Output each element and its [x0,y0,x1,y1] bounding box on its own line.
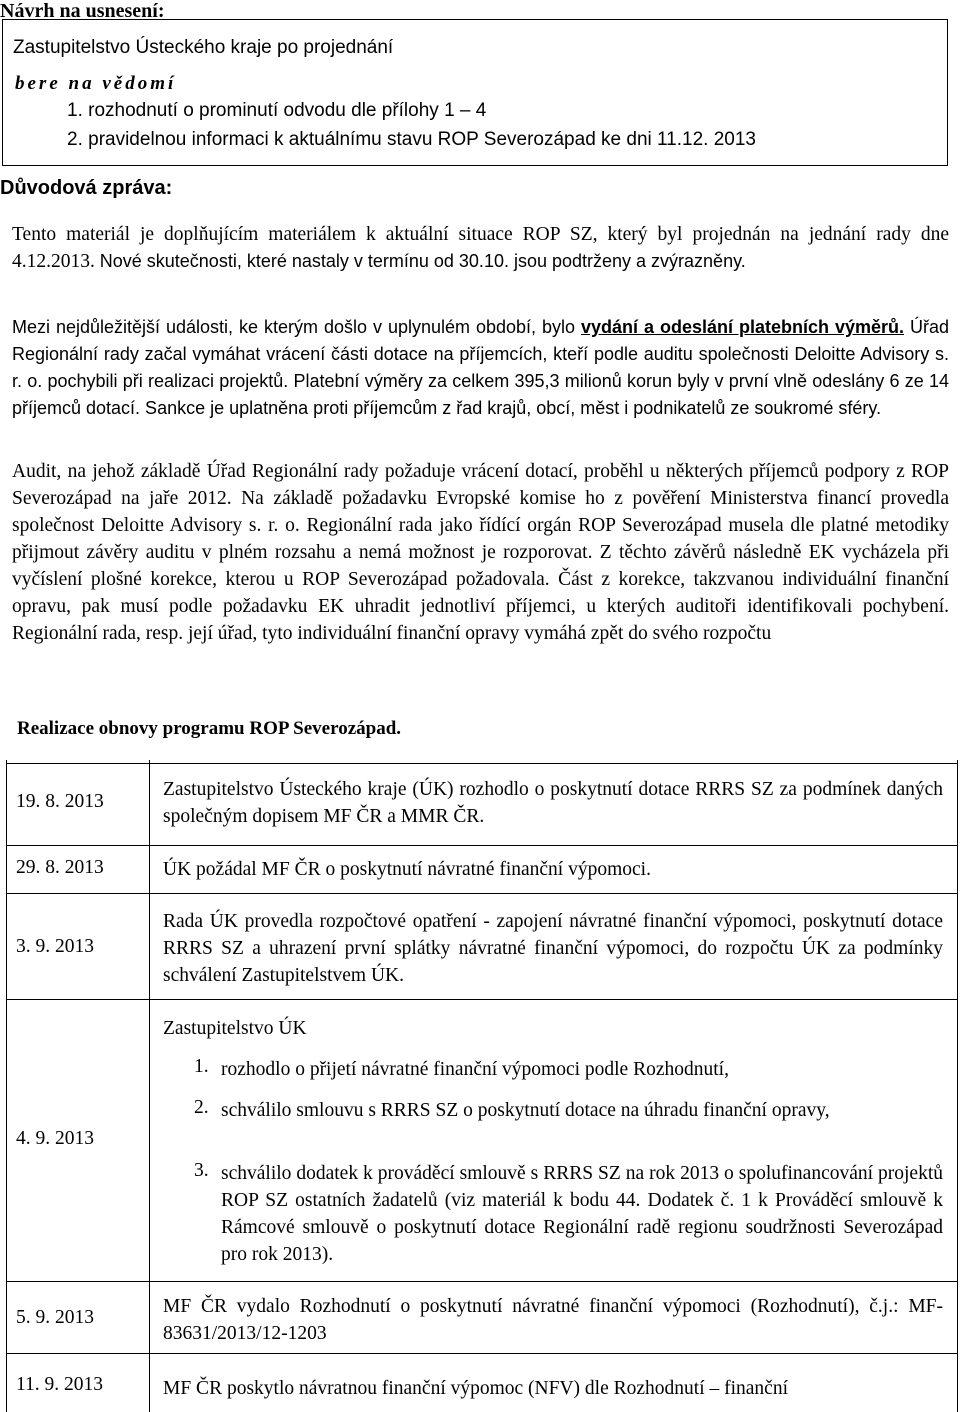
row-date: 29. 8. 2013 [16,857,104,878]
resolution-verb: bere na vědomí [15,73,177,94]
row-list-item: schválilo smlouvu s RRRS SZ o poskytnutí dotace na úhradu finanční opravy, [221,1100,830,1121]
row-date: 5. 9. 2013 [16,1307,94,1328]
resolution-item-1: 1. rozhodnutí o prominutí odvodu dle přílohy 1 – 4 [67,100,487,121]
paragraph-2 [12,314,949,422]
row-description: Zastupitelstvo Ústeckého kraje (ÚK) rozhodlo o poskytnutí dotace RRRS SZ za podmínek daných společným dopisem MF ČR a MMR ČR. [163,779,943,827]
row-description: MF ČR vydalo Rozhodnutí o poskytnutí návratné finanční výpomoci (Rozhodnutí), č.j.: MF-83631/2013/12-1203 [163,1296,943,1344]
row-date: 11. 9. 2013 [16,1374,104,1395]
row-list-item: rozhodlo o přijetí návratné finanční výpomoci podle Rozhodnutí, [221,1059,729,1080]
row-list-number: 3. [194,1160,209,1181]
paragraph-3: Audit, na jehož základě Úřad Regionální rady požaduje vrácení dotací, proběhl u některých příjemců podpory z ROP Severozápad na jaře 2012. Na základě požadavku Evropské komise ho z pověření Ministerstva financí provedla společnost Deloitte Advisory s. r. o. Regionální rada jako řídící orgán ROP Severozápad musela dle platné metodiky přijmout závěry auditu v plném rozsahu a nemá možnost je rozporovat. Z těchto závěrů následně EK vycházela při vyčíslení plošné korekce, kterou u ROP Severozápad požadovala. Část z korekce, takzvanou individuální finanční opravu, pak musí podle požadavku EK uhradit jednotliví příjemci, u kterých auditoři identifikovali pochybení. Regionální rada, resp. její úřad, tyto individuální finanční opravy vymáhá zpět do svého rozpočtu [12,461,949,644]
row-list-number: 2. [194,1097,209,1118]
row-date: 3. 9. 2013 [16,936,94,957]
timeline-table [6,760,958,1412]
row-description: MF ČR poskytlo návratnou finanční výpomoc (NFV) dle Rozhodnutí – finanční [163,1378,789,1399]
row-description: ÚK požádal MF ČR o poskytnutí návratné finanční výpomoci. [163,859,651,880]
row-list-item: schválilo dodatek k prováděcí smlouvě s RRRS SZ na rok 2013 o spolufinancování projektů ROP SZ ostatních žadatelů (viz materiál k bodu 44. Dodatek č. 1 k Prováděcí smlouvě k Rámcové smlouvě o poskytnutí dotace Regionální radě regionu soudržnosti Severozápad pro rok 2013). [221,1163,943,1265]
row-date: 4. 9. 2013 [16,1128,94,1149]
table-border-left [6,760,7,1412]
paragraph-1-sans: Nové skutečnosti, které nastaly v termínu od 30.10. jsou podtrženy a zvýrazněny. [99,251,746,271]
resolution-intro: Zastupitelstvo Ústeckého kraje po projednání [13,37,394,58]
paragraph-1 [12,221,949,275]
paragraph-2-highlight: vydání a odeslání platebních výměrů. [581,317,904,337]
paragraph-2-lead: Mezi nejdůležitější události, ke kterým došlo v uplynulém období, bylo [12,317,576,337]
paragraph-1-serif: Tento materiál je doplňujícím materiálem k aktuální situace ROP SZ, který byl projednán na jednání rady dne 4.12.2013. [12,224,949,272]
resolution-item-2: 2. pravidelnou informaci k aktuálnímu stavu ROP Severozápad ke dni 11.12. 2013 [67,129,756,150]
row-date: 19. 8. 2013 [16,791,104,812]
row-description: Zastupitelstvo ÚK [163,1018,307,1039]
explanatory-report-heading: Důvodová zpráva: [0,177,173,199]
realization-heading: Realizace obnovy programu ROP Severozápad. [17,718,402,739]
table-column-divider [149,760,150,1412]
paragraph-2-body: Úřad Regionální rady začal vymáhat vrácení části dotace na příjemcích, kteří podle auditu společnosti Deloitte Advisory s. r. o. pochybili při realizaci projektů. Platební výměry za celkem 395,3 milionů korun byly v první vlně odeslány 6 ze 14 příjemců dotací. Sankce je uplatněna proti příjemcům z řad krajů, obcí, měst i podnikatelů ze soukromé sféry. [12,317,949,418]
table-border-right [957,760,958,1412]
resolution-heading: Návrh na usnesení: [0,0,165,22]
row-description: Rada ÚK provedla rozpočtové opatření - zapojení návratné finanční výpomoci, poskytnutí dotace RRRS SZ a uhrazení první splátky návratné finanční výpomoci, do rozpočtu ÚK za podmínky schválení Zastupitelstvem ÚK. [163,911,943,986]
row-list-number: 1. [194,1056,209,1077]
